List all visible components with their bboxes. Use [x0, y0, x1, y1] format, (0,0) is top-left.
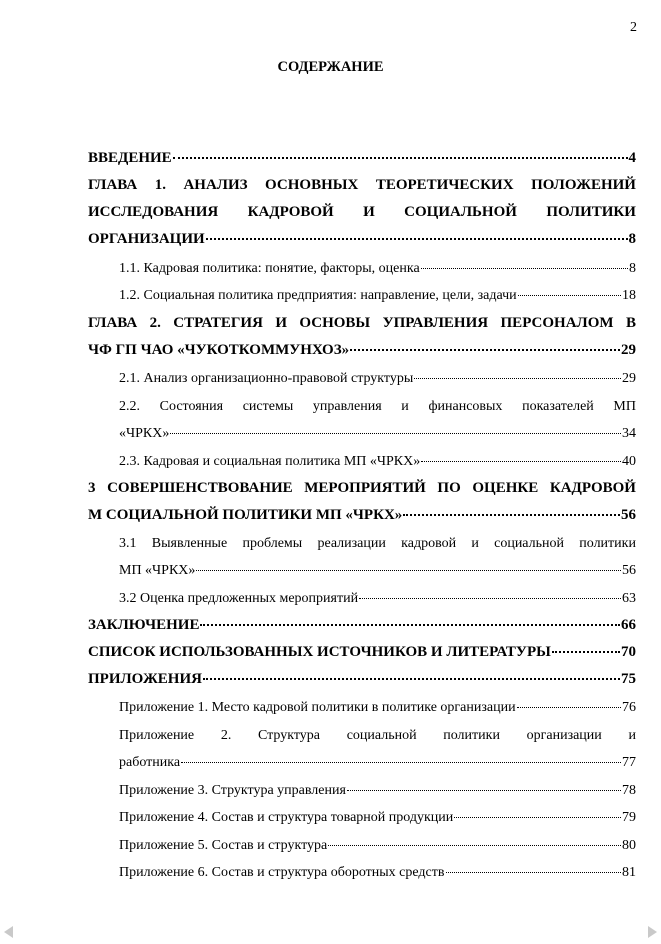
toc-entry-text: СПИСОК ИСПОЛЬЗОВАННЫХ ИСТОЧНИКОВ И ЛИТЕРАТУРЫ [88, 644, 551, 660]
word: 1. [154, 177, 166, 193]
toc-entry-text: МП «ЧРКХ» [119, 563, 196, 578]
page-title: СОДЕРЖАНИЕ [277, 59, 384, 75]
toc-entry-appendix-3[interactable] [119, 782, 636, 809]
toc-entry-chapter-1[interactable] [88, 177, 636, 258]
toc-page-number: 75 [621, 671, 636, 687]
toc-entry-text: ЧФ ГП ЧАО «ЧУКОТКОММУНХОЗ» [88, 342, 350, 358]
toc-entry-appendix-4[interactable] [119, 809, 636, 836]
word: показателей [522, 399, 594, 414]
word: организации [526, 728, 602, 743]
word: УПРАВЛЕНИЯ [382, 315, 489, 331]
word: ОСНОВНЫХ [265, 177, 359, 193]
toc-entry-text: 1.2. Социальная политика предприятия: направление, цели, задачи [119, 288, 517, 303]
word: управления [312, 399, 382, 414]
word: СТРАТЕГИЯ [173, 315, 263, 331]
toc-page-number: 40 [622, 454, 636, 469]
toc-page-number: 66 [621, 617, 636, 633]
toc-entry-appendix-2[interactable] [119, 727, 636, 781]
word: Состояния [159, 399, 224, 414]
toc-entry-appendix-5[interactable] [119, 837, 636, 864]
toc-entry-text: М СОЦИАЛЬНОЙ ПОЛИТИКИ МП «ЧРКХ» [88, 507, 403, 523]
toc-entry-conclusion[interactable] [88, 617, 636, 644]
toc-entry-chapter-3[interactable] [88, 480, 636, 534]
toc-page-number: 4 [628, 150, 636, 166]
dot-leader [518, 295, 621, 296]
word: ПЕРСОНАЛОМ [500, 315, 614, 331]
toc-entry-text: 2.3. Кадровая и социальная политика МП «ЧРКХ» [119, 454, 421, 469]
word: КАДРОВОЙ [549, 480, 636, 496]
toc-entry-text: 1.1. Кадровая политика: понятие, факторы, оценка [119, 261, 420, 276]
word: Структура [257, 728, 321, 743]
toc-page-number: 18 [622, 288, 636, 303]
word: ТЕОРЕТИЧЕСКИХ [375, 177, 514, 193]
dot-leader [446, 872, 622, 873]
word: 2. [149, 315, 161, 331]
dot-leader [196, 570, 621, 571]
page-number: 2 [630, 20, 637, 35]
dot-leader [359, 598, 621, 599]
word: И [275, 315, 287, 331]
word: ПОЛИТИКИ [546, 204, 636, 220]
word: СОЦИАЛЬНОЙ [404, 204, 517, 220]
word: 2.2. [119, 399, 140, 414]
toc-entry-text: 2.1. Анализ организационно-правовой структуры [119, 371, 414, 386]
dot-leader [403, 514, 620, 516]
toc-line [119, 727, 636, 754]
toc-page-number: 29 [621, 342, 636, 358]
dot-leader [170, 433, 621, 434]
toc-entry-text: Приложение 5. Состав и структура [119, 838, 328, 853]
toc-page-number: 81 [622, 865, 636, 880]
word: и [471, 536, 479, 551]
toc-entry-text: Приложение 6. Состав и структура оборотных средств [119, 865, 445, 880]
word: ПО [437, 480, 461, 496]
toc-entry-text: Приложение 3. Структура управления [119, 783, 346, 798]
toc-line [88, 315, 636, 342]
word: финансовых [428, 399, 503, 414]
word: 3.1 [119, 536, 137, 551]
toc-entry-section-1-1[interactable] [119, 260, 636, 287]
toc-line [119, 535, 636, 562]
toc-entry-section-3-2[interactable] [119, 590, 636, 617]
dot-leader [173, 157, 628, 159]
toc-page-number: 77 [622, 755, 636, 770]
word: ГЛАВА [88, 177, 138, 193]
toc-entry-text: ОРГАНИЗАЦИИ [88, 231, 205, 247]
toc-entry-chapter-2[interactable] [88, 315, 636, 369]
dot-leader [203, 678, 620, 680]
next-page-arrow-icon[interactable] [648, 926, 657, 938]
word: 2. [220, 728, 232, 743]
word: В [625, 315, 636, 331]
toc-entry-text: ЗАКЛЮЧЕНИЕ [88, 617, 200, 633]
word: системы [242, 399, 294, 414]
toc-line [88, 480, 636, 507]
word: реализации [317, 536, 386, 551]
toc-entry-appendices[interactable] [88, 671, 636, 698]
dot-leader [206, 238, 628, 240]
toc-page-number: 78 [622, 783, 636, 798]
word: социальной [494, 536, 564, 551]
toc-page-number: 79 [622, 810, 636, 825]
toc-entry-sources[interactable] [88, 644, 636, 671]
toc-entry-appendix-6[interactable] [119, 864, 636, 891]
word: Приложение [119, 728, 195, 743]
toc-line [88, 204, 636, 231]
toc-entry-text: 3.2 Оценка предложенных мероприятий [119, 591, 359, 606]
toc-page-number: 63 [622, 591, 636, 606]
toc-entry-section-2-2[interactable] [119, 398, 636, 452]
word: КАДРОВОЙ [247, 204, 334, 220]
toc-entry-text: Приложение 1. Место кадровой политики в политике организации [119, 700, 516, 715]
word: проблемы [242, 536, 303, 551]
word: и [401, 399, 409, 414]
dot-leader [517, 707, 621, 708]
word: социальной [346, 728, 417, 743]
toc-entry-text: ВВЕДЕНИЕ [88, 150, 172, 166]
word: политики [443, 728, 500, 743]
toc-entry-section-1-2[interactable] [119, 287, 636, 314]
toc-page-number: 29 [622, 371, 636, 386]
toc-entry-intro[interactable] [88, 150, 636, 177]
dot-leader [350, 349, 620, 351]
word: кадровой [401, 536, 457, 551]
toc-line [88, 177, 636, 204]
word: МЕРОПРИЯТИЙ [304, 480, 426, 496]
word: ИССЛЕДОВАНИЯ [88, 204, 219, 220]
toc-entry-text: ПРИЛОЖЕНИЯ [88, 671, 202, 687]
toc-entry-text: работника [119, 755, 181, 770]
dot-leader [200, 624, 620, 626]
word: ОСНОВЫ [299, 315, 371, 331]
dot-leader [328, 845, 621, 846]
toc-page-number: 56 [621, 507, 636, 523]
word: Выявленные [151, 536, 228, 551]
toc-page-number: 56 [622, 563, 636, 578]
toc-page-number: 8 [628, 231, 636, 247]
dot-leader [552, 651, 620, 653]
dot-leader [421, 268, 628, 269]
dot-leader [181, 762, 621, 763]
word: политики [579, 536, 636, 551]
toc-entry-text: Приложение 4. Состав и структура товарной продукции [119, 810, 454, 825]
word: СОВЕРШЕНСТВОВАНИЕ [107, 480, 293, 496]
dot-leader [347, 790, 621, 791]
word: МП [613, 399, 636, 414]
word: ГЛАВА [88, 315, 138, 331]
toc-entry-section-2-1[interactable] [119, 370, 636, 397]
toc-entry-appendix-1[interactable] [119, 699, 636, 726]
toc-line [119, 398, 636, 425]
toc-page-number: 80 [622, 838, 636, 853]
toc-page-number: 76 [622, 700, 636, 715]
word: ОЦЕНКЕ [472, 480, 539, 496]
toc-page-number: 70 [621, 644, 636, 660]
dot-leader [421, 461, 621, 462]
word: и [628, 728, 636, 743]
previous-page-arrow-icon[interactable] [4, 926, 13, 938]
toc-entry-section-3-1[interactable] [119, 535, 636, 589]
word: 3 [88, 480, 96, 496]
dot-leader [454, 817, 621, 818]
word: АНАЛИЗ [183, 177, 248, 193]
toc-page-number: 8 [629, 261, 636, 276]
word: ПОЛОЖЕНИЙ [531, 177, 636, 193]
toc-entry-text: «ЧРКХ» [119, 426, 170, 441]
dot-leader [414, 378, 621, 379]
toc-page-number: 34 [622, 426, 636, 441]
word: И [363, 204, 375, 220]
toc-entry-section-2-3[interactable] [119, 453, 636, 480]
